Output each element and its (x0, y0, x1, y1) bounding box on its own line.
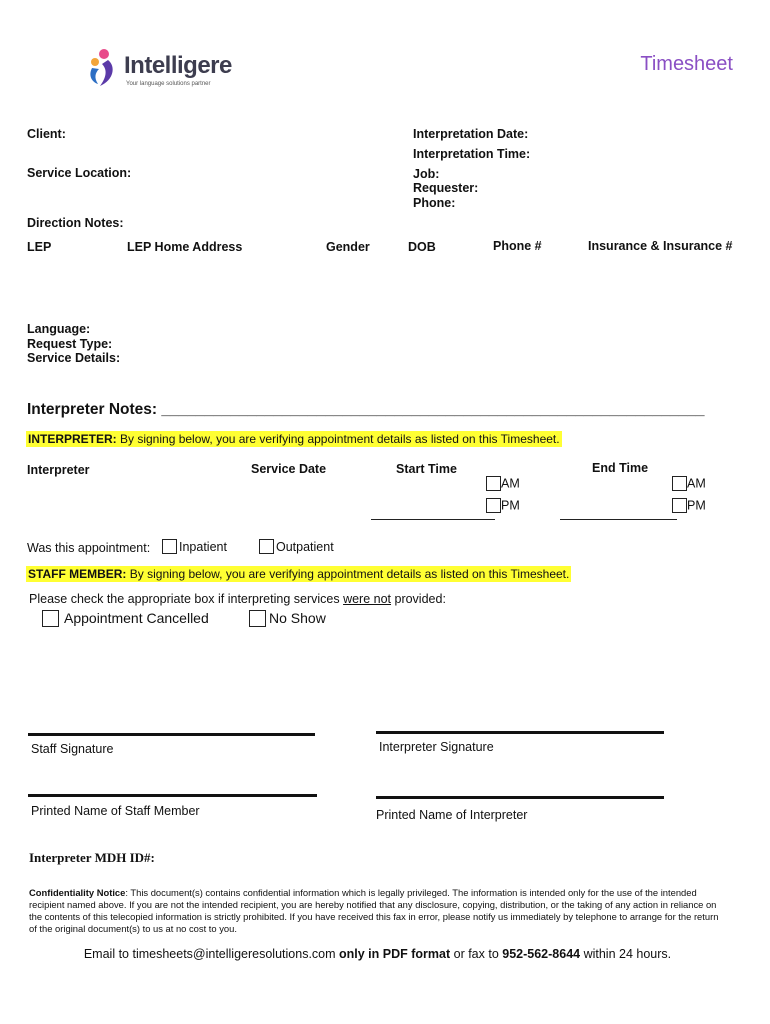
dob-header: DOB (408, 240, 436, 254)
no-show-option[interactable]: No Show (249, 609, 326, 627)
phone-label: Phone: (413, 196, 456, 210)
end-pm-checkbox[interactable] (672, 498, 687, 513)
inpatient-option[interactable]: Inpatient (162, 539, 227, 554)
direction-notes-label: Direction Notes: (27, 216, 124, 230)
service-details-label: Service Details: (27, 351, 121, 365)
insurance-header: Insurance & Insurance # (588, 239, 733, 253)
logo-mark-icon (86, 48, 120, 88)
interpreter-printed-name-line[interactable] (376, 796, 664, 799)
appointment-question: Was this appointment: (27, 541, 151, 555)
interpreter-signature-label: Interpreter Signature (379, 740, 494, 754)
end-am-checkbox[interactable] (672, 476, 687, 491)
start-am-option[interactable]: AM (486, 476, 520, 491)
requester-label: Requester: (413, 181, 479, 195)
inpatient-checkbox[interactable] (162, 539, 177, 554)
confidentiality-notice: Confidentiality Notice: This document(s) contains confidential information which is legally privileged. The information is intended only for the use of the intended recipient named above. If you are not the intended recipient, you are hereby notified that any disclosure, copying, distribution, or the taking of any action in reliance on the contents of this telecopied information is strictly prohibited. If you have received this fax in error, please notify us immediately by telephone to arrange for the return of the original document(s) to us at no cost to you. (29, 887, 719, 934)
end-pm-option[interactable]: PM (672, 498, 706, 513)
end-time-column-label: End Time (592, 461, 649, 475)
interpreter-printed-name-label: Printed Name of Interpreter (376, 808, 528, 822)
interpretation-date-label: Interpretation Date: (413, 127, 529, 141)
lep-home-address-header: LEP Home Address (127, 240, 243, 254)
end-time-line[interactable] (560, 519, 677, 520)
mdh-id-label: Interpreter MDH ID#: (29, 850, 155, 865)
gender-header: Gender (326, 240, 370, 254)
staff-notice-bold: STAFF MEMBER: (28, 567, 127, 581)
service-date-column-label: Service Date (251, 462, 327, 476)
interpreter-notice-bold: INTERPRETER: (28, 432, 117, 446)
company-logo (86, 48, 256, 92)
staff-signature-label: Staff Signature (31, 742, 114, 756)
not-provided-instruction: Please check the appropriate box if interpreting services were not provided: (29, 592, 446, 606)
appointment-cancelled-checkbox[interactable] (42, 610, 59, 627)
phone-number-header: Phone # (493, 239, 542, 253)
logo-tagline: Your language solutions partner (126, 81, 211, 87)
document-title: Timesheet (640, 53, 733, 75)
outpatient-option[interactable]: Outpatient (259, 539, 334, 554)
staff-notice-text: By signing below, you are verifying appointment details as listed on this Timesheet. (126, 567, 570, 581)
no-show-checkbox[interactable] (249, 610, 266, 627)
interpretation-time-label: Interpretation Time: (413, 147, 531, 161)
start-pm-option[interactable]: PM (486, 498, 520, 513)
interpreter-notice-text: By signing below, you are verifying appointment details as listed on this Timesheet. (116, 432, 560, 446)
staff-notice (26, 566, 571, 582)
start-pm-checkbox[interactable] (486, 498, 501, 513)
interpreter-signature-line[interactable] (376, 731, 664, 734)
logo-wordmark: Intelligere (124, 52, 232, 79)
request-type-label: Request Type: (27, 337, 113, 351)
staff-signature-line[interactable] (28, 733, 315, 736)
interpreter-notice (26, 431, 562, 447)
interpreter-column-label: Interpreter (27, 463, 90, 477)
outpatient-checkbox[interactable] (259, 539, 274, 554)
staff-printed-name-line[interactable] (28, 794, 317, 797)
start-time-line[interactable] (371, 519, 495, 520)
job-label: Job: (413, 167, 440, 181)
staff-printed-name-label: Printed Name of Staff Member (31, 804, 200, 818)
interpreter-notes-label: Interpreter Notes: _______________________________________________________________ (27, 401, 705, 418)
appointment-cancelled-option[interactable]: Appointment Cancelled (42, 609, 209, 627)
start-am-checkbox[interactable] (486, 476, 501, 491)
service-location-label: Service Location: (27, 166, 132, 180)
lep-header: LEP (27, 240, 52, 254)
end-am-option[interactable]: AM (672, 476, 706, 491)
start-time-column-label: Start Time (396, 462, 457, 476)
submission-instructions: Email to timesheets@intelligeresolutions.com only in PDF format or fax to 952-562-8644 within 24 hours. (83, 947, 672, 961)
language-label: Language: (27, 322, 91, 336)
client-label: Client: (27, 127, 66, 141)
